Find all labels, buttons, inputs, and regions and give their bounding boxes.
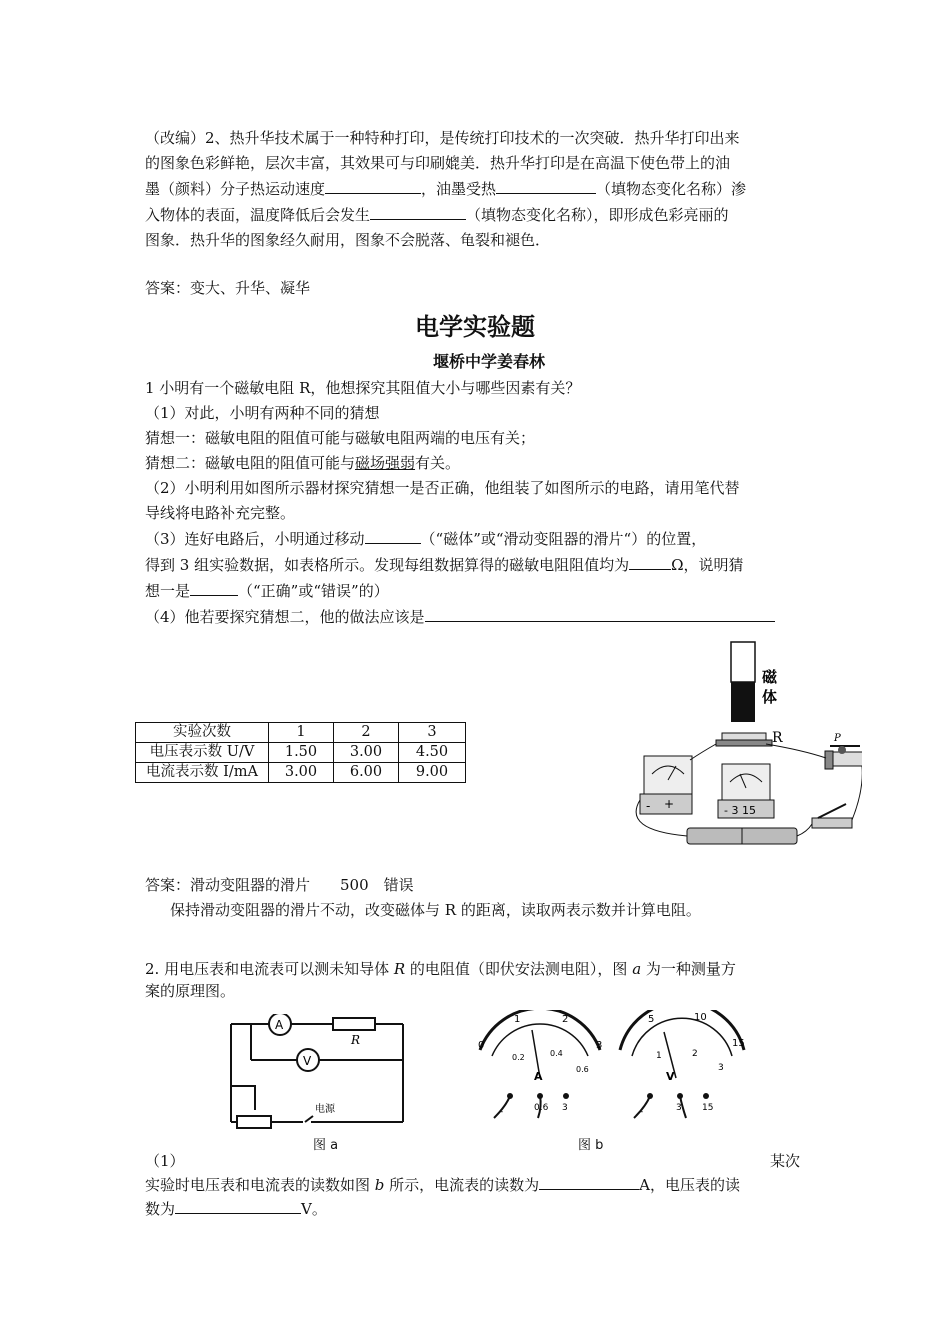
- resistor-label: R: [772, 730, 783, 746]
- scale-label: 0.6: [576, 1065, 589, 1074]
- text-line: 图象．热升华的图象经久耐用，图象不会脱落、龟裂和褪色．: [145, 231, 551, 249]
- text-segment: （“正确”或“错误”的）: [238, 582, 389, 600]
- text-segment: 得到 3 组实验数据，如表格所示。发现每组数据算得的磁敏电阻阻值均为: [145, 556, 630, 574]
- switch-lever[interactable]: [818, 804, 846, 818]
- answer-blank[interactable]: [190, 578, 238, 596]
- terminal-label: -: [646, 799, 651, 813]
- terminal: [703, 1093, 709, 1099]
- magnet-label: 磁: [762, 668, 778, 686]
- text-line: （1）对此，小明有两种不同的猜想: [145, 404, 380, 422]
- answer-blank[interactable]: [496, 176, 596, 194]
- text-segment: Ω，说明猜: [671, 556, 744, 574]
- text-line: 案的原理图。: [145, 982, 236, 1000]
- terminal-label: 3: [676, 1103, 682, 1113]
- table-cell: 1: [269, 723, 334, 743]
- table-cell: 4.50: [399, 743, 466, 763]
- scale-label: 1: [514, 1014, 521, 1025]
- answer-blank[interactable]: [370, 202, 466, 220]
- resistor-label: R: [351, 1033, 361, 1047]
- answer-blank[interactable]: [629, 552, 671, 570]
- scale-label: 5: [648, 1014, 655, 1025]
- scale-label: 10: [694, 1012, 707, 1023]
- resistor-symbol: [333, 1018, 375, 1030]
- terminal-label: 3: [562, 1103, 568, 1113]
- magnet-top: [731, 642, 755, 682]
- question-thermal-sublimation: [145, 126, 805, 253]
- magnet-label: 体: [762, 688, 778, 706]
- answer-blank[interactable]: [175, 1196, 301, 1214]
- text-segment: （“磁体”或“滑动变阻器的滑片“）的位置，: [420, 530, 707, 548]
- wire: [852, 766, 862, 820]
- wire: [797, 824, 812, 836]
- apparatus-figure: [612, 640, 862, 850]
- text-line: [145, 578, 810, 604]
- text-line: 猜想一：磁敏电阻的阻值可能与磁敏电阻两端的电压有关；: [145, 429, 536, 447]
- question-2: [145, 958, 800, 1002]
- text-segment: A，电压表的读: [639, 1176, 741, 1194]
- text-segment: 有关。: [415, 454, 461, 472]
- question-2-part-1: [145, 1150, 800, 1220]
- underlined-text: 磁场强弱: [355, 454, 416, 472]
- text-line: [145, 1196, 800, 1220]
- text-line: [145, 958, 800, 980]
- text-segment: V。: [301, 1200, 327, 1218]
- wire: [766, 744, 826, 758]
- rheostat-end: [825, 751, 833, 769]
- voltmeter-arc: [620, 1010, 744, 1050]
- ammeter-arc: [480, 1010, 603, 1051]
- table-cell: 1.50: [269, 743, 334, 763]
- text-line: 导线将电路补充完整。: [145, 504, 296, 522]
- section-subtitle: 堰桥中学姜春林: [432, 352, 545, 371]
- table-cell: 6.00: [334, 763, 399, 783]
- voltmeter-letter: V: [666, 1070, 675, 1083]
- scale-label: 0.2: [512, 1053, 525, 1062]
- table-cell: 电流表示数 I/mA: [136, 763, 269, 783]
- text-segment: ，油墨受热: [421, 180, 497, 198]
- text-line: （改编）2、热升华技术属于一种特种打印，是传统打印技术的一次突破．热升华打印出来: [145, 129, 740, 147]
- scale-label: 3: [718, 1063, 724, 1073]
- answer-blank[interactable]: [365, 526, 421, 544]
- voltmeter-arc-inner: [632, 1018, 732, 1056]
- scale-label: 15: [732, 1038, 745, 1049]
- table-cell: 实验次数: [136, 723, 269, 743]
- text-line: [145, 176, 805, 202]
- table-cell: 2: [334, 723, 399, 743]
- table-cell: 3.00: [269, 763, 334, 783]
- magnetoresistor-base: [716, 740, 772, 746]
- text-segment: 猜想二：磁敏电阻的阻值可能与: [145, 454, 356, 472]
- text-line: [145, 1150, 800, 1172]
- magnet-bottom: [731, 682, 755, 722]
- voltmeter: [722, 764, 770, 800]
- terminal-label: 0.6: [534, 1103, 549, 1113]
- text-line: [145, 202, 805, 228]
- text-segment: 的电阻值（即伏安法测电阻），图: [405, 960, 633, 978]
- meters-diagram-b: [470, 1010, 760, 1125]
- text-segment: （1）: [145, 1152, 185, 1170]
- rheostat-slider-wire: [231, 1086, 255, 1110]
- voltmeter-label: V: [303, 1054, 312, 1068]
- table-header-row: [136, 723, 466, 743]
- power-label: 电源: [315, 1104, 335, 1115]
- circuit-diagram-a: [225, 1014, 410, 1154]
- scale-label: 1: [656, 1051, 662, 1061]
- table-cell: 9.00: [399, 763, 466, 783]
- text-segment: （4）他若要探究猜想二，他的做法应该是: [145, 608, 425, 626]
- switch[interactable]: [812, 818, 852, 828]
- scale-label: 2: [562, 1014, 569, 1025]
- answer-1: 答案：滑动变阻器的滑片 500 错误: [145, 876, 414, 894]
- answer-1-method: 保持滑动变阻器的滑片不动，改变磁体与 R 的距离，读取两表示数并计算电阻。: [170, 901, 701, 919]
- text-segment: R: [393, 960, 406, 978]
- text-segment: 2. 用电压表和电流表可以测未知导体: [145, 960, 394, 978]
- text-segment: b: [374, 1176, 385, 1194]
- scale-label: 0: [478, 1040, 485, 1051]
- answer-blank[interactable]: [325, 176, 421, 194]
- terminal-label: - 3 15: [724, 804, 756, 817]
- table-row: [136, 743, 466, 763]
- text-line: [145, 552, 810, 578]
- text-line: [145, 1172, 800, 1196]
- text-segment: 想一是: [145, 582, 191, 600]
- wire: [690, 744, 716, 760]
- text-segment: 实验时电压表和电流表的读数如图: [145, 1176, 375, 1194]
- text-line: 1 小明有一个磁敏电阻 R，他想探究其阻值大小与哪些因素有关？: [145, 379, 581, 397]
- answer-blank[interactable]: [425, 604, 775, 622]
- terminal-label: +: [664, 797, 675, 811]
- ammeter-label: A: [275, 1018, 284, 1032]
- figure-caption-a: 图 a: [313, 1138, 339, 1153]
- text-line: （2）小明利用如图所示器材探究猜想一是否正确，他组装了如图所示的电路，请用笔代替: [145, 479, 740, 497]
- table-cell: 电压表示数 U/V: [136, 743, 269, 763]
- figure-caption-b: 图 b: [578, 1138, 604, 1153]
- ammeter-letter: A: [534, 1070, 543, 1083]
- text-segment: （填物态变化名称），即形成色彩亮丽的: [466, 206, 729, 224]
- table-cell: 3.00: [334, 743, 399, 763]
- rheostat-symbol: [237, 1116, 271, 1128]
- text-segment: 入物体的表面，温度降低后会发生: [145, 206, 371, 224]
- terminal: [563, 1093, 569, 1099]
- slider-label: P: [834, 733, 841, 744]
- ammeter-arc-inner: [492, 1024, 588, 1056]
- text-segment: （填物态变化名称）渗: [596, 180, 747, 198]
- scale-label: 3: [596, 1040, 603, 1051]
- text-segment: 所示，电流表的读数为: [384, 1176, 540, 1194]
- text-segment: 为一种测量方: [641, 960, 736, 978]
- terminal-label: -: [640, 1107, 644, 1117]
- scale-label: 0.4: [550, 1049, 563, 1058]
- terminal-label: 15: [702, 1103, 714, 1113]
- text-segment: a: [632, 960, 642, 978]
- text-line: [145, 451, 810, 476]
- answer-thermal: 答案：变大、升华、凝华: [145, 279, 311, 297]
- data-table: [135, 722, 466, 783]
- answer-blank[interactable]: [539, 1172, 639, 1190]
- slider-knob[interactable]: [838, 746, 846, 754]
- ammeter: [644, 756, 692, 794]
- text-segment: （3）连好电路后，小明通过移动: [145, 530, 365, 548]
- text-segment: 数为: [145, 1200, 176, 1218]
- text-line: 的图象色彩鲜艳，层次丰富，其效果可与印刷媲美．热升华打印是在高温下使色带上的油: [145, 154, 731, 172]
- table-cell: 3: [399, 723, 466, 743]
- text-line: [145, 604, 810, 630]
- text-segment: 某次: [769, 1152, 800, 1170]
- terminal-label: -: [500, 1107, 504, 1117]
- table-row: [136, 763, 466, 783]
- text-segment: 墨（颜料）分子热运动速度: [145, 180, 326, 198]
- question-1: [145, 376, 810, 630]
- rheostat: [830, 752, 862, 766]
- scale-label: 2: [692, 1049, 698, 1059]
- text-line: [145, 526, 810, 552]
- section-title: 电学实验题: [415, 313, 535, 341]
